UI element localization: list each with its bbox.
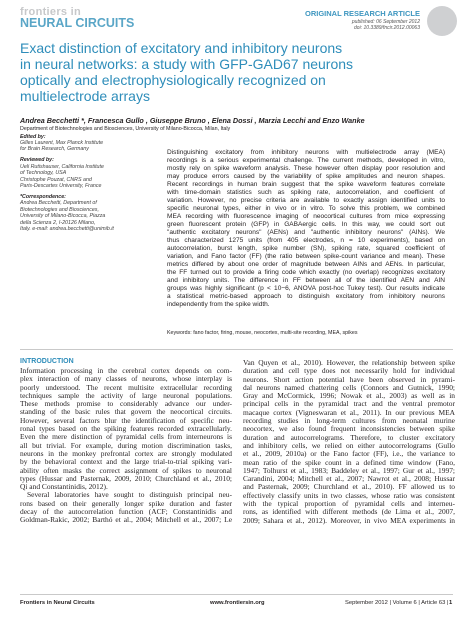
abstract-line: the FF turned out to provide a firing code which exactly (no overlap) recognizes excitatory — [167, 269, 445, 276]
body-line: by the behavioral context and the large trial-to-trial spiking vari- — [20, 457, 232, 467]
abstract-line: mostly rely on spike waveform analysis. These however often display poor resolution and — [167, 165, 445, 172]
correspondence-line: Biotechnologies and Biosciences, — [20, 206, 99, 213]
body-line: Gray and McCormick, 1996; Nowak et al., 2003) as well as in — [243, 391, 455, 401]
author-list: Andrea Becchetti *, Francesca Gullo , Giuseppe Bruno , Elena Dossi , Marzia Lecchi and Enzo Wanke — [20, 116, 365, 125]
section-divider — [20, 349, 453, 350]
abstract-line: a statistical metric-based approach to distinguish excitatory from inhibitory neurons — [167, 293, 445, 300]
body-line: Van Quyen et al., 2010). However, the relationship between spike — [243, 358, 455, 367]
body-line: Carandini, 2004; Mitchell et al., 2007; Nawrot et al., 2008; Hussar — [243, 474, 455, 484]
body-line: However, several factors blur the identification of specific neu- — [20, 415, 232, 425]
correspondence-label: *Correspondence: — [20, 194, 66, 201]
abstract-line: may produce errors caused by the variability of spike amplitudes and neuron shapes. — [167, 173, 445, 180]
body-line: 1947; Tolhurst et al., 1983; Baddeley et al., 1997; Gur et al., 1997; — [243, 465, 455, 475]
abstract-line: independently from the spike width. — [167, 301, 270, 308]
body-line: mean ratio of the spike count in a defined time window (Fano, — [243, 457, 455, 467]
abstract-line: Distinguishing excitatory from inhibitory neurons with multielectrode array (MEA) — [167, 149, 445, 156]
keywords: Keywords: fano factor, firing, mouse, neocortex, multi-site recording, MEA, spikes — [167, 330, 358, 336]
article-type: ORIGINAL RESEARCH ARTICLE — [304, 9, 420, 18]
body-line: neocortex, we also found frequent inconsistencies between spike — [243, 424, 455, 434]
body-line: with the typical proportion of pyramidal cells and interneu- — [243, 499, 455, 509]
correspondence-line: Italy. e-mail: andrea.becchetti@unimib.it — [20, 226, 114, 233]
body-line: poorly understood. The recent multisite extracellular recording — [20, 382, 232, 392]
abstract-line: variation, and Fano factor (FF) (the ratio between spike-count variance and mean). These — [167, 253, 445, 260]
correspondence-line: Andrea Becchetti, Department of — [20, 200, 97, 207]
body-line: dal neurons named chattering cells (Connors and Gutnick, 1990; — [243, 382, 455, 392]
abstract-line: autocorrelation, burst length, spike number (SN), spiking rate, squared coefficient of — [167, 245, 445, 252]
body-line: duration and autocorrelograms. Therefore, to cluster excitatory — [243, 432, 455, 442]
body-line: and inhibitory cells, we relied on either autocorrelograms (Gullo — [243, 440, 455, 450]
body-line: et al., 2009, 2010a) or the Fano factor (FF), i.e., the variance to — [243, 449, 455, 459]
intro-heading: INTRODUCTION — [20, 358, 74, 365]
abstract-line: specific neuronal types, either in vivo or in vitro. To solve this problem, we combined — [167, 205, 445, 212]
reviewer-line: of Technology, USA — [20, 170, 67, 177]
edited-by-label: Edited by: — [20, 133, 46, 140]
abstract-line: "authentic excitatory neurons" (AENs) and "authentic inhibitory neurons" (AINs). We — [167, 229, 445, 236]
abstract-line: Recent recordings in human brain suggest that the spike waveform features correlate — [167, 181, 445, 188]
editor-line: for Brain Research, Germany — [20, 146, 89, 153]
body-line: Several laboratories have sought to distinguish principal neu- — [27, 490, 232, 500]
body-line: decay of the autocorrelation function (ACF; Constantinidis and — [20, 507, 232, 517]
body-line: Qi and Constantinidis, 2012). — [20, 482, 108, 492]
abstract-line: green fluorescent protein (GFP) in GABAergic cells. In this way, we could sort out — [167, 221, 445, 228]
title-line: in neural networks: a study with GFP-GAD67 neurons — [20, 56, 354, 72]
body-column-right — [243, 359, 455, 525]
journal-seal-icon — [427, 6, 457, 36]
abstract-line: MEA recording with fluorescence imaging of neocortical cultures from mice expressing — [167, 213, 445, 220]
editorial-sidebar — [20, 129, 138, 232]
body-line: types (Hussar and Pasternak, 2009, 2010; Churchland et al., 2010; — [20, 473, 232, 483]
abstract-line: groups was highly significant (p < 10−6, ANOVA post-hoc Tukey test). Our results indicate — [167, 285, 445, 292]
abstract-line: thus characterized 1275 units (from 405 electrodes, n = 10 experiments), based on — [167, 237, 445, 244]
abstract-line: and inhibitory units. The difference in FF between all of the identified AEN and AIN — [167, 277, 445, 284]
body-line: plex interaction of many classes of neurons, whose interplay is — [20, 374, 232, 384]
footer-site: www.frontiersin.org — [210, 600, 265, 606]
abstract-line: metrics differed by about one order of magnitude between AINs and AENs. In particular, — [167, 261, 445, 268]
affiliation: Department of Biotechnologies and Biosciences, University of Milano-Bicocca, Milan, Italy — [20, 126, 231, 132]
body-line: principal cells in the pyramidal tract and the ventral premotor — [243, 399, 455, 409]
body-line: rons, as identified with different methods (de Lima et al., 2007, — [243, 507, 455, 517]
body-line: These methods promise to considerably advance our under- — [20, 399, 232, 409]
abstract-line: variation. However, no precise criteria are available to exactly assign identified units to — [167, 197, 445, 204]
abstract-line: with time-domain statistics such as spiking rate, autocorrelation, and coefficient of — [167, 189, 445, 196]
footer-journal: Frontiers in Neural Circuits — [20, 600, 95, 606]
body-column-left — [20, 367, 232, 525]
body-line: macaque cortex (Vigneswaran et al., 2011). In our previous MEA — [243, 407, 455, 417]
body-line: effectively classify units in two classes, whose ratio was consistent — [243, 490, 455, 500]
body-line: neurons in the monkey prefrontal cortex are strongly modulated — [20, 448, 232, 458]
journal-logo-line2: NEURAL CIRCUITS — [20, 16, 135, 30]
abstract — [167, 149, 445, 309]
body-line: 2009; Sahara et al., 2012). Moreover, in vivo MEA experiments in — [243, 515, 455, 525]
correspondence-line: University of Milano-Bicocca, Piazza — [20, 213, 106, 220]
body-line: neurons. Short action potential have been observed in pyrami- — [243, 374, 455, 384]
abstract-line: recordings is a serious experimental challenge. The current methods, developed in vitro, — [167, 157, 445, 164]
reviewer-line: Paris-Descartes University, France — [20, 183, 102, 190]
body-line: and Pasternak, 2009; Churchland et al., 2010). FF allowed us to — [243, 482, 455, 492]
body-line: all but trivial. For example, during motion discrimination tasks, — [20, 440, 232, 450]
correspondence-line: della Scienza 2, I-20126 Milano, — [20, 219, 96, 226]
editor-line: Gilles Laurent, Max Planck Institute — [20, 140, 104, 146]
footer-divider — [20, 594, 453, 595]
title-line: Exact distinction of excitatory and inhibitory neurons — [20, 40, 343, 56]
footer-page-number: 1 — [449, 600, 453, 606]
body-line: ronal types based on the spiking features recorded extracellularly. — [20, 424, 232, 434]
title-line: multielectrode arrays — [20, 88, 150, 104]
body-line: techniques sample the activity of large neuronal populations. — [20, 390, 232, 400]
body-line: duration and cell type does not necessarily hold for individual — [243, 366, 455, 376]
reviewed-by-label: Reviewed by: — [20, 157, 54, 164]
doi: doi: 10.3389/fncir.2012.00063 — [354, 25, 420, 31]
reviewer-line: Christophe Pouzat, CNRS and — [20, 176, 92, 183]
body-line: ability often masks the correct assignment of spikes to neuronal — [20, 465, 232, 475]
body-line: Goldman-Rakic, 2002; Barthó et al., 2004; Mitchell et al., 2007; Le — [20, 515, 232, 525]
body-line: Even the mere distinction of pyramidal cells from interneurons is — [20, 432, 232, 442]
article-title — [20, 40, 440, 104]
journal-logo-line1: frontiers in — [20, 6, 82, 18]
body-line: recording studies in long-term cultures from neonatal murine — [243, 416, 455, 426]
body-line: rons based on their generally longer spike duration and faster — [20, 498, 232, 508]
title-line: optically and electrophysiologically recognized on — [20, 72, 326, 88]
reviewer-line: Ueli Rutishauser, California Institute — [20, 163, 104, 170]
published-date: published: 06 September 2012 — [351, 19, 420, 25]
body-line: standing of the basic rules that govern the neocortical circuits. — [20, 407, 232, 417]
footer-issue: September 2012 | Volume 6 | Article 63 | — [345, 600, 449, 606]
body-line: Information processing in the cerebral cortex depends on com- — [20, 366, 232, 375]
